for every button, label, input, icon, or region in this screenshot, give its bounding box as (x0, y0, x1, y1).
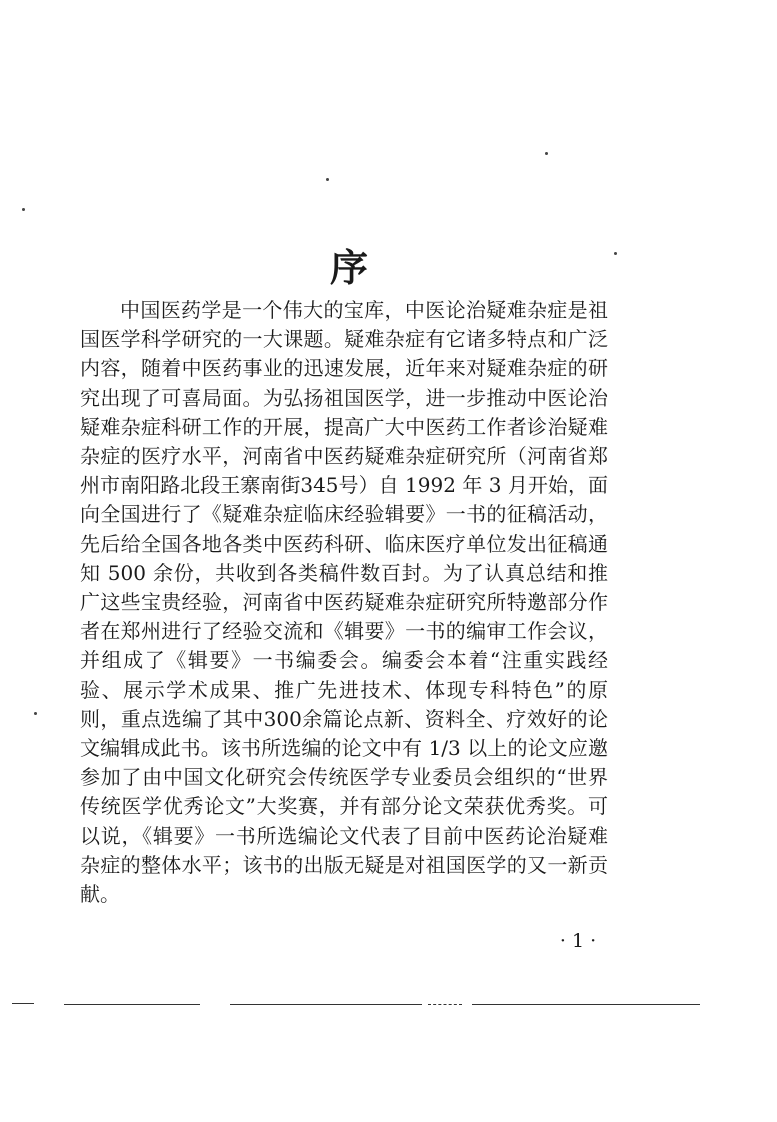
page-number: · 1 · (559, 930, 597, 952)
footer-rule (472, 1004, 700, 1005)
scan-speck (326, 178, 329, 181)
footer-rule (428, 1004, 462, 1005)
footer-rule (64, 1004, 200, 1005)
footer-rule (12, 1003, 34, 1004)
preface-body (80, 296, 608, 909)
scan-speck (22, 208, 25, 211)
scan-speck (34, 712, 37, 715)
scan-speck (545, 152, 548, 155)
preface-paragraph: 中国医药学是一个伟大的宝库，中医论治疑难杂症是祖国医学科学研究的一大课题。疑难杂症有它诸多特点和广泛内容，随着中医药事业的迅速发展，近年来对疑难杂症的研究出现了可喜局面。为弘扬祖国医学，进一步推动中医论治疑难杂症科研工作的开展，提高广大中医药工作者诊治疑难杂症的医疗水平，河南省中医药疑难杂症研究所（河南省郑州市南阳路北段王寨南街345号）自 1992 年 3 月开始，面向全国进行了《疑难杂症临床经验辑要》一书的征稿活动，先后给全国各地各类中医药科研、临床医疗单位发出征稿通知 500 余份，共收到各类稿件数百封。为了认真总结和推广这些宝贵经验，河南省中医药疑难杂症研究所特邀部分作者在郑州进行了经验交流和《辑要》一书的编审工作会议，并组成了《辑要》一书编委会。编委会本着“注重实践经验、展示学术成果、推广先进技术、体现专科特色”的原则，重点选编了其中300余篇论点新、资料全、疗效好的论文编辑成此书。该书所选编的论文中有 1/3 以上的论文应邀参加了由中国文化研究会传统医学专业委员会组织的“世界传统医学优秀论文”大奖赛，并有部分论文荣获优秀奖。可以说，《辑要》一书所选编论文代表了目前中医药论治疑难杂症的整体水平；该书的出版无疑是对祖国医学的又一新贡献。 (80, 298, 608, 907)
page-title: 序 (329, 245, 370, 291)
footer-rule (230, 1004, 422, 1005)
